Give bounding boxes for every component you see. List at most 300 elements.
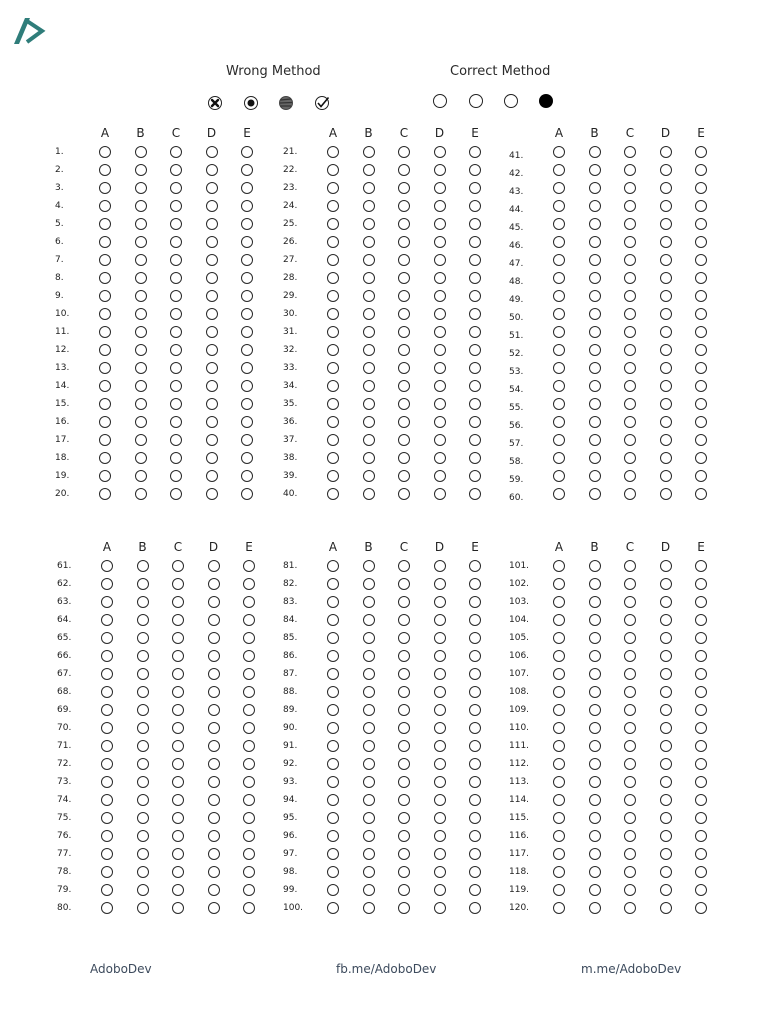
answer-bubble-47-b[interactable] <box>589 254 601 266</box>
answer-bubble-49-c[interactable] <box>624 290 636 302</box>
answer-bubble-108-c[interactable] <box>624 686 636 698</box>
answer-bubble-38-b[interactable] <box>363 452 375 464</box>
answer-bubble-5-b[interactable] <box>135 218 147 230</box>
answer-bubble-21-c[interactable] <box>398 146 410 158</box>
answer-bubble-95-b[interactable] <box>363 812 375 824</box>
answer-bubble-120-b[interactable] <box>589 902 601 914</box>
answer-bubble-68-d[interactable] <box>208 686 220 698</box>
answer-bubble-114-e[interactable] <box>695 794 707 806</box>
answer-bubble-46-e[interactable] <box>695 236 707 248</box>
answer-bubble-48-d[interactable] <box>660 272 672 284</box>
answer-bubble-77-e[interactable] <box>243 848 255 860</box>
answer-bubble-58-b[interactable] <box>589 452 601 464</box>
answer-bubble-63-a[interactable] <box>101 596 113 608</box>
answer-bubble-82-e[interactable] <box>469 578 481 590</box>
answer-bubble-25-c[interactable] <box>398 218 410 230</box>
answer-bubble-61-a[interactable] <box>101 560 113 572</box>
answer-bubble-92-e[interactable] <box>469 758 481 770</box>
answer-bubble-99-b[interactable] <box>363 884 375 896</box>
answer-bubble-19-b[interactable] <box>135 470 147 482</box>
answer-bubble-79-a[interactable] <box>101 884 113 896</box>
answer-bubble-61-c[interactable] <box>172 560 184 572</box>
answer-bubble-74-e[interactable] <box>243 794 255 806</box>
answer-bubble-120-e[interactable] <box>695 902 707 914</box>
answer-bubble-114-c[interactable] <box>624 794 636 806</box>
answer-bubble-23-b[interactable] <box>363 182 375 194</box>
answer-bubble-71-a[interactable] <box>101 740 113 752</box>
answer-bubble-59-b[interactable] <box>589 470 601 482</box>
answer-bubble-50-a[interactable] <box>553 308 565 320</box>
answer-bubble-5-e[interactable] <box>241 218 253 230</box>
answer-bubble-113-c[interactable] <box>624 776 636 788</box>
answer-bubble-53-b[interactable] <box>589 362 601 374</box>
answer-bubble-22-d[interactable] <box>434 164 446 176</box>
answer-bubble-64-d[interactable] <box>208 614 220 626</box>
answer-bubble-91-e[interactable] <box>469 740 481 752</box>
answer-bubble-61-e[interactable] <box>243 560 255 572</box>
answer-bubble-74-c[interactable] <box>172 794 184 806</box>
answer-bubble-10-e[interactable] <box>241 308 253 320</box>
answer-bubble-115-b[interactable] <box>589 812 601 824</box>
answer-bubble-112-e[interactable] <box>695 758 707 770</box>
answer-bubble-67-d[interactable] <box>208 668 220 680</box>
answer-bubble-96-a[interactable] <box>327 830 339 842</box>
answer-bubble-43-e[interactable] <box>695 182 707 194</box>
answer-bubble-88-e[interactable] <box>469 686 481 698</box>
answer-bubble-6-b[interactable] <box>135 236 147 248</box>
answer-bubble-120-d[interactable] <box>660 902 672 914</box>
answer-bubble-105-e[interactable] <box>695 632 707 644</box>
answer-bubble-41-e[interactable] <box>695 146 707 158</box>
answer-bubble-85-e[interactable] <box>469 632 481 644</box>
answer-bubble-2-c[interactable] <box>170 164 182 176</box>
answer-bubble-73-e[interactable] <box>243 776 255 788</box>
answer-bubble-70-d[interactable] <box>208 722 220 734</box>
answer-bubble-93-b[interactable] <box>363 776 375 788</box>
answer-bubble-40-b[interactable] <box>363 488 375 500</box>
answer-bubble-20-e[interactable] <box>241 488 253 500</box>
answer-bubble-1-a[interactable] <box>99 146 111 158</box>
answer-bubble-99-d[interactable] <box>434 884 446 896</box>
answer-bubble-57-d[interactable] <box>660 434 672 446</box>
answer-bubble-94-e[interactable] <box>469 794 481 806</box>
answer-bubble-43-a[interactable] <box>553 182 565 194</box>
answer-bubble-114-d[interactable] <box>660 794 672 806</box>
answer-bubble-95-a[interactable] <box>327 812 339 824</box>
answer-bubble-72-d[interactable] <box>208 758 220 770</box>
answer-bubble-12-d[interactable] <box>206 344 218 356</box>
answer-bubble-54-b[interactable] <box>589 380 601 392</box>
answer-bubble-43-d[interactable] <box>660 182 672 194</box>
answer-bubble-24-e[interactable] <box>469 200 481 212</box>
answer-bubble-72-e[interactable] <box>243 758 255 770</box>
answer-bubble-100-e[interactable] <box>469 902 481 914</box>
answer-bubble-19-c[interactable] <box>170 470 182 482</box>
answer-bubble-108-b[interactable] <box>589 686 601 698</box>
answer-bubble-28-d[interactable] <box>434 272 446 284</box>
answer-bubble-66-a[interactable] <box>101 650 113 662</box>
answer-bubble-56-e[interactable] <box>695 416 707 428</box>
answer-bubble-101-d[interactable] <box>660 560 672 572</box>
answer-bubble-117-a[interactable] <box>553 848 565 860</box>
answer-bubble-25-d[interactable] <box>434 218 446 230</box>
answer-bubble-28-c[interactable] <box>398 272 410 284</box>
answer-bubble-118-d[interactable] <box>660 866 672 878</box>
answer-bubble-26-b[interactable] <box>363 236 375 248</box>
answer-bubble-27-d[interactable] <box>434 254 446 266</box>
answer-bubble-71-d[interactable] <box>208 740 220 752</box>
answer-bubble-50-d[interactable] <box>660 308 672 320</box>
answer-bubble-44-c[interactable] <box>624 200 636 212</box>
answer-bubble-93-c[interactable] <box>398 776 410 788</box>
answer-bubble-45-b[interactable] <box>589 218 601 230</box>
answer-bubble-1-b[interactable] <box>135 146 147 158</box>
answer-bubble-45-e[interactable] <box>695 218 707 230</box>
answer-bubble-18-b[interactable] <box>135 452 147 464</box>
answer-bubble-9-a[interactable] <box>99 290 111 302</box>
answer-bubble-13-b[interactable] <box>135 362 147 374</box>
answer-bubble-88-c[interactable] <box>398 686 410 698</box>
answer-bubble-8-e[interactable] <box>241 272 253 284</box>
answer-bubble-36-d[interactable] <box>434 416 446 428</box>
answer-bubble-4-d[interactable] <box>206 200 218 212</box>
answer-bubble-28-b[interactable] <box>363 272 375 284</box>
answer-bubble-42-a[interactable] <box>553 164 565 176</box>
answer-bubble-64-a[interactable] <box>101 614 113 626</box>
answer-bubble-33-c[interactable] <box>398 362 410 374</box>
answer-bubble-38-d[interactable] <box>434 452 446 464</box>
answer-bubble-54-c[interactable] <box>624 380 636 392</box>
answer-bubble-32-b[interactable] <box>363 344 375 356</box>
answer-bubble-11-e[interactable] <box>241 326 253 338</box>
answer-bubble-58-c[interactable] <box>624 452 636 464</box>
answer-bubble-16-b[interactable] <box>135 416 147 428</box>
answer-bubble-118-e[interactable] <box>695 866 707 878</box>
answer-bubble-85-b[interactable] <box>363 632 375 644</box>
answer-bubble-16-a[interactable] <box>99 416 111 428</box>
answer-bubble-84-b[interactable] <box>363 614 375 626</box>
answer-bubble-75-c[interactable] <box>172 812 184 824</box>
answer-bubble-36-a[interactable] <box>327 416 339 428</box>
answer-bubble-52-b[interactable] <box>589 344 601 356</box>
answer-bubble-57-b[interactable] <box>589 434 601 446</box>
answer-bubble-52-d[interactable] <box>660 344 672 356</box>
answer-bubble-44-b[interactable] <box>589 200 601 212</box>
answer-bubble-14-d[interactable] <box>206 380 218 392</box>
answer-bubble-93-d[interactable] <box>434 776 446 788</box>
answer-bubble-11-b[interactable] <box>135 326 147 338</box>
answer-bubble-119-d[interactable] <box>660 884 672 896</box>
answer-bubble-88-b[interactable] <box>363 686 375 698</box>
answer-bubble-106-c[interactable] <box>624 650 636 662</box>
answer-bubble-31-b[interactable] <box>363 326 375 338</box>
answer-bubble-18-c[interactable] <box>170 452 182 464</box>
answer-bubble-74-d[interactable] <box>208 794 220 806</box>
answer-bubble-114-a[interactable] <box>553 794 565 806</box>
answer-bubble-83-e[interactable] <box>469 596 481 608</box>
answer-bubble-70-c[interactable] <box>172 722 184 734</box>
answer-bubble-13-a[interactable] <box>99 362 111 374</box>
answer-bubble-85-a[interactable] <box>327 632 339 644</box>
answer-bubble-90-a[interactable] <box>327 722 339 734</box>
answer-bubble-58-e[interactable] <box>695 452 707 464</box>
answer-bubble-110-a[interactable] <box>553 722 565 734</box>
answer-bubble-98-b[interactable] <box>363 866 375 878</box>
answer-bubble-101-c[interactable] <box>624 560 636 572</box>
answer-bubble-104-d[interactable] <box>660 614 672 626</box>
answer-bubble-8-d[interactable] <box>206 272 218 284</box>
answer-bubble-65-d[interactable] <box>208 632 220 644</box>
answer-bubble-99-c[interactable] <box>398 884 410 896</box>
answer-bubble-51-a[interactable] <box>553 326 565 338</box>
answer-bubble-52-c[interactable] <box>624 344 636 356</box>
answer-bubble-71-e[interactable] <box>243 740 255 752</box>
answer-bubble-20-c[interactable] <box>170 488 182 500</box>
answer-bubble-56-a[interactable] <box>553 416 565 428</box>
answer-bubble-116-e[interactable] <box>695 830 707 842</box>
answer-bubble-33-e[interactable] <box>469 362 481 374</box>
answer-bubble-24-b[interactable] <box>363 200 375 212</box>
answer-bubble-94-a[interactable] <box>327 794 339 806</box>
answer-bubble-107-d[interactable] <box>660 668 672 680</box>
answer-bubble-75-e[interactable] <box>243 812 255 824</box>
answer-bubble-16-c[interactable] <box>170 416 182 428</box>
answer-bubble-100-c[interactable] <box>398 902 410 914</box>
answer-bubble-15-c[interactable] <box>170 398 182 410</box>
answer-bubble-115-d[interactable] <box>660 812 672 824</box>
answer-bubble-34-d[interactable] <box>434 380 446 392</box>
answer-bubble-4-c[interactable] <box>170 200 182 212</box>
answer-bubble-24-a[interactable] <box>327 200 339 212</box>
answer-bubble-23-c[interactable] <box>398 182 410 194</box>
answer-bubble-17-b[interactable] <box>135 434 147 446</box>
answer-bubble-40-a[interactable] <box>327 488 339 500</box>
answer-bubble-25-e[interactable] <box>469 218 481 230</box>
answer-bubble-8-a[interactable] <box>99 272 111 284</box>
answer-bubble-46-b[interactable] <box>589 236 601 248</box>
answer-bubble-39-e[interactable] <box>469 470 481 482</box>
answer-bubble-92-b[interactable] <box>363 758 375 770</box>
answer-bubble-111-c[interactable] <box>624 740 636 752</box>
answer-bubble-107-a[interactable] <box>553 668 565 680</box>
answer-bubble-110-d[interactable] <box>660 722 672 734</box>
answer-bubble-85-d[interactable] <box>434 632 446 644</box>
answer-bubble-55-c[interactable] <box>624 398 636 410</box>
answer-bubble-117-e[interactable] <box>695 848 707 860</box>
answer-bubble-94-b[interactable] <box>363 794 375 806</box>
answer-bubble-104-e[interactable] <box>695 614 707 626</box>
answer-bubble-76-b[interactable] <box>137 830 149 842</box>
answer-bubble-76-c[interactable] <box>172 830 184 842</box>
answer-bubble-81-a[interactable] <box>327 560 339 572</box>
answer-bubble-1-e[interactable] <box>241 146 253 158</box>
answer-bubble-48-c[interactable] <box>624 272 636 284</box>
answer-bubble-98-e[interactable] <box>469 866 481 878</box>
answer-bubble-107-c[interactable] <box>624 668 636 680</box>
answer-bubble-55-e[interactable] <box>695 398 707 410</box>
answer-bubble-87-a[interactable] <box>327 668 339 680</box>
answer-bubble-31-a[interactable] <box>327 326 339 338</box>
answer-bubble-66-c[interactable] <box>172 650 184 662</box>
answer-bubble-19-d[interactable] <box>206 470 218 482</box>
answer-bubble-30-a[interactable] <box>327 308 339 320</box>
answer-bubble-20-b[interactable] <box>135 488 147 500</box>
answer-bubble-106-b[interactable] <box>589 650 601 662</box>
answer-bubble-23-d[interactable] <box>434 182 446 194</box>
answer-bubble-51-b[interactable] <box>589 326 601 338</box>
answer-bubble-68-a[interactable] <box>101 686 113 698</box>
answer-bubble-79-d[interactable] <box>208 884 220 896</box>
answer-bubble-15-b[interactable] <box>135 398 147 410</box>
answer-bubble-9-d[interactable] <box>206 290 218 302</box>
answer-bubble-91-b[interactable] <box>363 740 375 752</box>
answer-bubble-64-c[interactable] <box>172 614 184 626</box>
answer-bubble-29-c[interactable] <box>398 290 410 302</box>
answer-bubble-48-e[interactable] <box>695 272 707 284</box>
answer-bubble-3-c[interactable] <box>170 182 182 194</box>
answer-bubble-69-d[interactable] <box>208 704 220 716</box>
answer-bubble-69-c[interactable] <box>172 704 184 716</box>
answer-bubble-89-d[interactable] <box>434 704 446 716</box>
answer-bubble-63-c[interactable] <box>172 596 184 608</box>
answer-bubble-114-b[interactable] <box>589 794 601 806</box>
answer-bubble-76-e[interactable] <box>243 830 255 842</box>
answer-bubble-1-c[interactable] <box>170 146 182 158</box>
answer-bubble-37-d[interactable] <box>434 434 446 446</box>
answer-bubble-29-e[interactable] <box>469 290 481 302</box>
answer-bubble-111-b[interactable] <box>589 740 601 752</box>
answer-bubble-7-d[interactable] <box>206 254 218 266</box>
answer-bubble-53-e[interactable] <box>695 362 707 374</box>
answer-bubble-67-e[interactable] <box>243 668 255 680</box>
answer-bubble-79-e[interactable] <box>243 884 255 896</box>
answer-bubble-103-c[interactable] <box>624 596 636 608</box>
answer-bubble-119-e[interactable] <box>695 884 707 896</box>
answer-bubble-74-a[interactable] <box>101 794 113 806</box>
answer-bubble-59-e[interactable] <box>695 470 707 482</box>
answer-bubble-103-b[interactable] <box>589 596 601 608</box>
answer-bubble-46-a[interactable] <box>553 236 565 248</box>
answer-bubble-99-e[interactable] <box>469 884 481 896</box>
answer-bubble-86-e[interactable] <box>469 650 481 662</box>
answer-bubble-13-c[interactable] <box>170 362 182 374</box>
answer-bubble-10-d[interactable] <box>206 308 218 320</box>
answer-bubble-55-d[interactable] <box>660 398 672 410</box>
answer-bubble-7-c[interactable] <box>170 254 182 266</box>
answer-bubble-100-a[interactable] <box>327 902 339 914</box>
answer-bubble-7-e[interactable] <box>241 254 253 266</box>
answer-bubble-80-e[interactable] <box>243 902 255 914</box>
answer-bubble-49-b[interactable] <box>589 290 601 302</box>
answer-bubble-110-b[interactable] <box>589 722 601 734</box>
answer-bubble-71-b[interactable] <box>137 740 149 752</box>
answer-bubble-97-d[interactable] <box>434 848 446 860</box>
answer-bubble-92-d[interactable] <box>434 758 446 770</box>
answer-bubble-7-b[interactable] <box>135 254 147 266</box>
answer-bubble-12-a[interactable] <box>99 344 111 356</box>
answer-bubble-109-b[interactable] <box>589 704 601 716</box>
answer-bubble-67-b[interactable] <box>137 668 149 680</box>
answer-bubble-62-e[interactable] <box>243 578 255 590</box>
answer-bubble-57-a[interactable] <box>553 434 565 446</box>
answer-bubble-12-b[interactable] <box>135 344 147 356</box>
answer-bubble-83-c[interactable] <box>398 596 410 608</box>
answer-bubble-27-e[interactable] <box>469 254 481 266</box>
answer-bubble-14-e[interactable] <box>241 380 253 392</box>
answer-bubble-9-b[interactable] <box>135 290 147 302</box>
answer-bubble-30-d[interactable] <box>434 308 446 320</box>
answer-bubble-37-a[interactable] <box>327 434 339 446</box>
answer-bubble-11-c[interactable] <box>170 326 182 338</box>
answer-bubble-98-a[interactable] <box>327 866 339 878</box>
answer-bubble-66-e[interactable] <box>243 650 255 662</box>
answer-bubble-104-a[interactable] <box>553 614 565 626</box>
answer-bubble-78-c[interactable] <box>172 866 184 878</box>
answer-bubble-33-d[interactable] <box>434 362 446 374</box>
answer-bubble-66-b[interactable] <box>137 650 149 662</box>
answer-bubble-33-b[interactable] <box>363 362 375 374</box>
answer-bubble-55-a[interactable] <box>553 398 565 410</box>
answer-bubble-120-c[interactable] <box>624 902 636 914</box>
answer-bubble-44-d[interactable] <box>660 200 672 212</box>
answer-bubble-17-c[interactable] <box>170 434 182 446</box>
answer-bubble-72-b[interactable] <box>137 758 149 770</box>
answer-bubble-105-d[interactable] <box>660 632 672 644</box>
answer-bubble-115-e[interactable] <box>695 812 707 824</box>
answer-bubble-79-b[interactable] <box>137 884 149 896</box>
answer-bubble-59-d[interactable] <box>660 470 672 482</box>
answer-bubble-63-b[interactable] <box>137 596 149 608</box>
answer-bubble-47-a[interactable] <box>553 254 565 266</box>
answer-bubble-4-b[interactable] <box>135 200 147 212</box>
answer-bubble-23-e[interactable] <box>469 182 481 194</box>
answer-bubble-96-d[interactable] <box>434 830 446 842</box>
answer-bubble-16-e[interactable] <box>241 416 253 428</box>
answer-bubble-47-d[interactable] <box>660 254 672 266</box>
answer-bubble-28-a[interactable] <box>327 272 339 284</box>
answer-bubble-100-b[interactable] <box>363 902 375 914</box>
answer-bubble-26-e[interactable] <box>469 236 481 248</box>
answer-bubble-59-c[interactable] <box>624 470 636 482</box>
answer-bubble-3-a[interactable] <box>99 182 111 194</box>
answer-bubble-6-a[interactable] <box>99 236 111 248</box>
answer-bubble-34-c[interactable] <box>398 380 410 392</box>
answer-bubble-10-a[interactable] <box>99 308 111 320</box>
answer-bubble-41-c[interactable] <box>624 146 636 158</box>
answer-bubble-87-e[interactable] <box>469 668 481 680</box>
answer-bubble-81-b[interactable] <box>363 560 375 572</box>
answer-bubble-20-d[interactable] <box>206 488 218 500</box>
answer-bubble-37-c[interactable] <box>398 434 410 446</box>
answer-bubble-30-e[interactable] <box>469 308 481 320</box>
answer-bubble-58-a[interactable] <box>553 452 565 464</box>
answer-bubble-15-e[interactable] <box>241 398 253 410</box>
answer-bubble-15-a[interactable] <box>99 398 111 410</box>
answer-bubble-42-e[interactable] <box>695 164 707 176</box>
answer-bubble-61-d[interactable] <box>208 560 220 572</box>
answer-bubble-4-e[interactable] <box>241 200 253 212</box>
answer-bubble-24-d[interactable] <box>434 200 446 212</box>
answer-bubble-95-e[interactable] <box>469 812 481 824</box>
answer-bubble-113-a[interactable] <box>553 776 565 788</box>
answer-bubble-89-a[interactable] <box>327 704 339 716</box>
answer-bubble-86-c[interactable] <box>398 650 410 662</box>
answer-bubble-7-a[interactable] <box>99 254 111 266</box>
answer-bubble-119-c[interactable] <box>624 884 636 896</box>
answer-bubble-39-a[interactable] <box>327 470 339 482</box>
answer-bubble-109-a[interactable] <box>553 704 565 716</box>
answer-bubble-48-a[interactable] <box>553 272 565 284</box>
